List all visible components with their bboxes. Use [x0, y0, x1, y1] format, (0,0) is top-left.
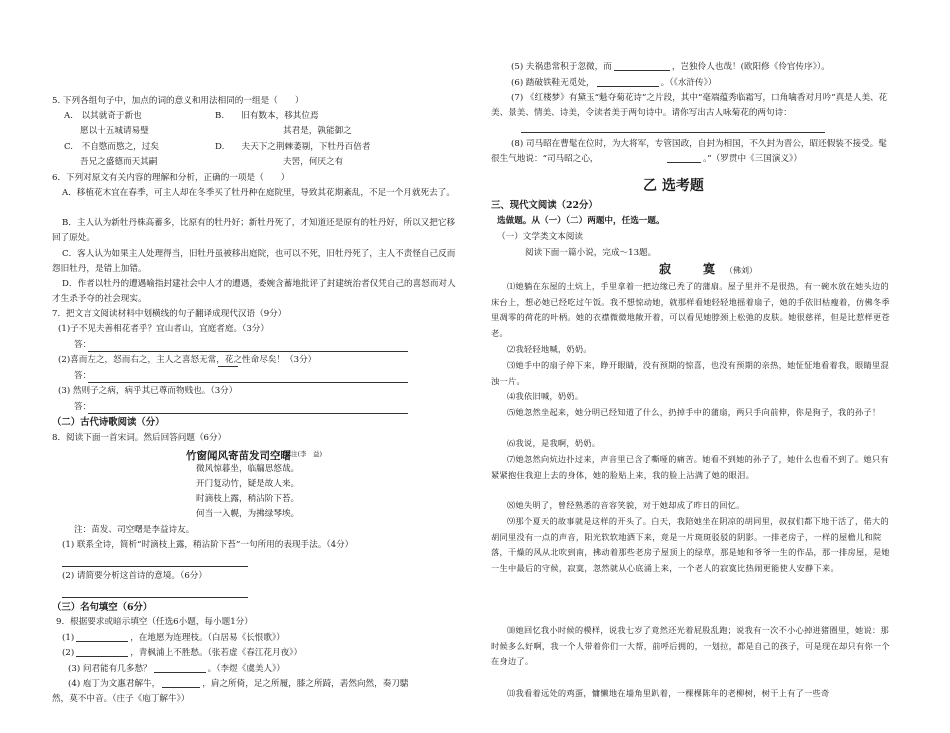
q8-stem: 8．阅读下面一首宋词。然后回答问题（6分） [52, 433, 227, 443]
q5-option-b1: B. 旧有数本，移其位焉 [215, 111, 319, 121]
q9-item-8-blank[interactable] [667, 152, 701, 163]
q6-option-b: B．主人认为新牡丹株高蓄多，比原有的牡丹好；新牡丹死了，才知道还是原有的牡丹好，所以又把它移回了原处。 [52, 218, 456, 243]
story-title-text: 寂 寞 [659, 262, 726, 276]
poem-line-1: 微风惊暮坐，临牖思悠哉。 [196, 464, 300, 474]
choose-instruction: 选做题。从（一）（二）两题中，任选一题。 [497, 216, 665, 226]
q9-item-7-answer-line[interactable] [521, 132, 825, 133]
q7-sentence-3: (3) 然则子之病，病乎其已尊而物贱也。（3分） [58, 386, 238, 396]
poem-author-note: 注(李 益) [291, 450, 323, 458]
q8-sub-2: (2) 请简要分析这首诗的意境。（6分） [62, 571, 207, 581]
q7-sentence-1: (1)子不见夫善相花者乎？宜山者山，宜庭者庭。（3分） [58, 324, 269, 334]
story-paragraph-6: ⑹我说，是我啊，奶奶。 [507, 438, 601, 448]
q5-option-a1: A. 以其就奇于新也 [64, 111, 142, 121]
q7-answer-label-3: 答： [74, 402, 92, 412]
q9-item-7-text: (7) 《红楼梦》有黛玉“魁夺菊花诗”之片段，其中“毫端蕴秀临霜写，口角噙香对月吟”真是人美、花美、景美、情美、诗美，令读者美于两句诗中。请你写出古人咏菊花的两句诗： [491, 93, 888, 118]
q9-item-5-blank[interactable] [614, 60, 670, 71]
q9-item-3-source: 。（李煜《虞美人》） [207, 664, 285, 674]
q9-item-4-text: (4) 庖丁为文惠君解牛， [68, 679, 161, 689]
poem-line-4: 何当一入幌，为拂绿琴埃。 [196, 509, 300, 519]
q9-item-6-source: 。（《水浒传》） [660, 78, 717, 88]
story-paragraph-2: ⑵我轻轻地喊，奶奶。 [507, 344, 592, 354]
q8-sub-1: (1) 联系全诗，简析“时滴枝上露，稍沾阶下苔”一句所用的表现手法。（4分） [62, 540, 354, 550]
poem-title: 竹窗闻风寄苗发司空曙 [186, 450, 291, 462]
story-paragraph-5: ⑸她忽然坐起来，她分明已经知道了什么，扔掉手中的蒲扇，两只手向前伸，你是狗子，我的孙子！ [507, 407, 881, 417]
q9-item-8-text: (8) 司马昭在曹髦在位时，为大将军，专管国政，自封为相国，不久封为晋公，昭还假装不接受。髦很生气地说：“司马昭之心， [491, 139, 887, 164]
q5-option-b2: 其君是，孰能御之 [283, 126, 352, 136]
q7-answer-line-3[interactable] [88, 413, 408, 414]
q9-item-2-number: (2) [62, 648, 75, 658]
q6-stem: 6．下列对原文有关内容的理解和分析，正确的一项是（ ） [52, 173, 290, 183]
q6-option-c: C．客人认为如果主人处理得当，旧牡丹虽被移出庭院，也可以不死，旧牡丹死了，主人不责怪自己反而怨旧牡丹，是错上加错。 [52, 249, 456, 274]
q9-item-8-source: 。”（罗贯中《三国演义》） [703, 154, 802, 164]
q9-item-4-blank[interactable] [162, 677, 200, 688]
story-title [659, 262, 757, 278]
story-paragraph-1: ⑴她躺在东屋的土炕上，手里拿着一把边缘已秃了的蒲扇。屋子里并不是很热，有一碗水放在她头边的床台上，想必她已经吃过午饭。我不想惊动她，就那样看她轻轻地摇着扇子，她的手依旧枯瘦着，仿佛冬季里凋零的荷花的叶柄。她的衣襟微微地敞开着，可以看见她脖颈上松弛的皮肤。她很慈祥，但是比惹样更苍老。 [491, 281, 890, 338]
q9-stem: 9．根据要求或暗示填空（任选6小题，每小题1分） [56, 617, 253, 627]
q9-item-1-blank[interactable] [76, 631, 128, 642]
q5-stem: 5. 下列各组句子中，加点的词的意义和用法相同的一组是（ ） [52, 96, 304, 106]
q6-option-d: D．作者以牡丹的遭遇喻指封建社会中人才的遭遇，委婉含蓄地批评了封建统治者仅凭自己的喜怒而对人才生杀予夺的社会现实。 [52, 279, 456, 304]
q7-answer-label-2: 答： [74, 371, 92, 381]
q7-answer-line-2[interactable] [88, 382, 408, 383]
story-paragraph-4: ⑷我依旧喊，奶奶。 [507, 391, 584, 401]
poem-footnote: 注：苗发、司空曙是李益诗友。 [74, 525, 195, 535]
q5-option-a2: 愿以十五城请易璧 [80, 126, 149, 136]
q7-underline-mark [218, 366, 238, 367]
subsection-literary: （一）文学类文本阅读 [497, 232, 583, 242]
q9-item-5-source: ，岂独伶人也哉！(欧阳修《伶官传序》）。 [671, 62, 830, 72]
q9-item-6-text: (6) 踏破铁鞋无觅处， [511, 78, 595, 88]
q9-item-4-cont: ，肩之所倚，足之所履，膝之所踦，砉然向然，奏刀騞 [202, 679, 409, 689]
q5-option-c1: C. 不自愍而愍之，过矣 [64, 142, 159, 152]
q9-item-3-text: (3) 问君能有几多愁？ [68, 664, 152, 674]
story-paragraph-3: ⑶她手中的扇子停下来，睁开眼睛，没有预期的惊喜，也没有预期的亲热，她怔怔地看着我，眼睛里混浊一片。 [491, 360, 889, 386]
story-paragraph-9: ⑼那个夏天的故事就是这样的开头了。白天，我陪她坐在阴凉的胡同里，叔叔们都下地干活了，偌大的胡同里没有一点的声音，阳光软软地洒下来，竟是一片斑斑驳驳的阴影。一排老房子，一样的屋檐儿和院落，干燥的风从北吹到南，拂动着那些老房子屋顶上的绿草，那是她和爷爷一生的作品，那一排房屋，是她一生中最后的守候，寂寞，忽然就从心底涌上来，一个老人的寂寞比热闹更能使人安静下来。 [491, 516, 890, 573]
q5-option-c2: 吾兄之盛德而天其嗣 [80, 157, 158, 167]
story-paragraph-11: ⑾我看着远处的鸡蛋，慵懒地在墙角里趴着，一棵棵陈年的老柳树，树干上有了一些奇 [507, 688, 830, 698]
q6-option-a: A．移植花木宜在春季，可主人却在冬季买了牡丹种在庭院里，导致其花期紊乱，不足一个月就死去了。 [62, 188, 455, 198]
q5-option-d1: D. 夫天下之荆棘萎剔，下牡丹百倍者 [215, 142, 371, 152]
story-author: （佛刘） [725, 266, 758, 275]
q9-item-2-blank[interactable] [76, 646, 128, 657]
section-poetry-heading: （二）古代诗歌阅读（分） [52, 417, 165, 428]
section-modern-reading-heading: 三、现代文阅读（22分） [491, 200, 598, 211]
part-title: 乙 选考题 [643, 178, 704, 194]
story-paragraph-7: ⑺她忽然向炕边扑过来，声音里已含了嘶哑的痛苦。她看不到她的孙子了，她什么也看不到了。她只有紧紧抱住我迎上去的身体，她的脸贴上来，我的脸上沾满了她的眼泪。 [491, 454, 889, 480]
story-paragraph-8: ⑻她失明了，曾经熟悉的音容笑貌，对于她却成了昨日的回忆。 [507, 500, 745, 510]
q9-item-4-end: 然，莫不中音。（庄子《庖丁解牛》） [52, 694, 190, 704]
q9-item-1-text: ，在地愿为连理枝。（白居易《长恨歌》） [130, 633, 285, 643]
q7-sentence-2: (2)喜而左之，怒而右之，主人之喜怒无常，花之性命尽矣！（3分） [58, 355, 317, 365]
q8-answer-line-1[interactable] [62, 566, 248, 567]
q9-item-1-number: (1) [62, 633, 75, 643]
reading-instruction: 阅读下面一篇小说，完成～13题。 [525, 248, 657, 258]
q5-option-d2: 夫罟，何厌之有 [283, 157, 344, 167]
story-paragraph-10: ⑽她回忆我小时候的模样，说我七岁了竟然还光着屁股乱跑；说我有一次不小心掉进猪圈里，她说：那时候多么好啊，我一个人带着你们一大帮，前呼后拥的，一划拉，都是自己的孩子，可是现在却只有你一个在身边了。 [491, 625, 890, 667]
q9-item-6-blank[interactable] [597, 76, 659, 87]
q8-answer-line-2[interactable] [62, 597, 248, 598]
poem-line-3: 时滴枝上露，稍沾阶下苔。 [196, 494, 300, 504]
q7-answer-line-1[interactable] [88, 351, 408, 352]
q7-answer-label-1: 答： [74, 340, 92, 350]
section-fill-heading: （三）名句填空（6分） [52, 602, 153, 613]
poem-line-2: 开门复动竹，疑是故人来。 [196, 479, 300, 489]
q9-item-3-blank[interactable] [154, 662, 206, 673]
q9-item-5-text: (5) 夫祸患常积于忽微，而 [511, 62, 612, 72]
q7-stem: 7．把文言文阅读材料中划横线的句子翻译成现代汉语（9分） [52, 309, 287, 319]
q9-item-2-text: ，青枫浦上不胜愁。（张若虚《春江花月夜》） [130, 648, 303, 658]
